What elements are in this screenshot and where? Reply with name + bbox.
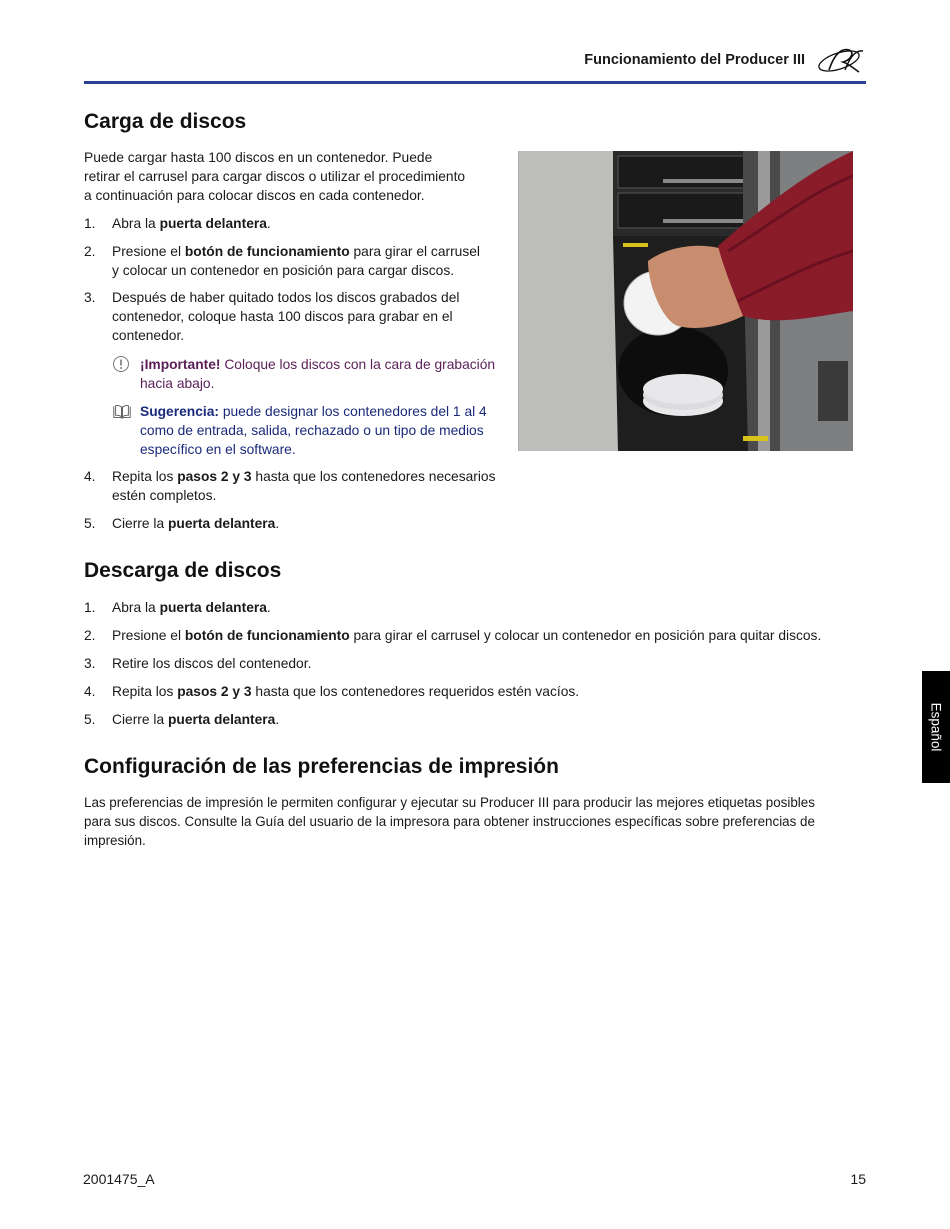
page-header-title: Funcionamiento del Producer III bbox=[584, 52, 805, 68]
section-heading-descarga: Descarga de discos bbox=[84, 559, 282, 582]
step-number: 4. bbox=[84, 684, 96, 699]
step-text: . bbox=[266, 216, 271, 231]
tip-text: específico en el software. bbox=[140, 442, 296, 457]
step-text: y colocar un contenedor en posición para cargar discos. bbox=[112, 263, 455, 278]
print-pref-line-2: para sus discos. Consulte la Guía del usuario de la impresora para obtener instrucciones específicas sobre preferencias de bbox=[84, 814, 815, 829]
step-text: Presione el bbox=[112, 244, 185, 259]
language-tab-label: Español bbox=[928, 702, 944, 752]
step-text: Repita los bbox=[112, 684, 178, 699]
step-text: Cierre la bbox=[112, 712, 168, 727]
section-heading-configuracion: Configuración de las preferencias de impresión bbox=[84, 755, 559, 778]
intro-line-1: Puede cargar hasta 100 discos en un contenedor. Puede bbox=[84, 150, 433, 165]
tip-label: Sugerencia: bbox=[140, 404, 219, 419]
step-bold: botón de funcionamiento bbox=[184, 628, 350, 643]
warning-icon bbox=[112, 356, 132, 374]
step-bold: puerta delantera bbox=[167, 712, 276, 727]
step-text: Repita los bbox=[112, 469, 178, 484]
important-text: hacia abajo. bbox=[140, 376, 215, 391]
book-icon bbox=[112, 403, 132, 421]
step-text: Abra la bbox=[112, 216, 160, 231]
step-text: Presione el bbox=[112, 628, 185, 643]
print-pref-line-1: Las preferencias de impresión le permiten configurar y ejecutar su Producer III para producir las mejores etiquetas posibles bbox=[84, 795, 815, 810]
step-number: 2. bbox=[84, 628, 96, 643]
step-text: Retire los discos del contenedor. bbox=[112, 656, 312, 671]
intro-line-3: a continuación para colocar discos en cada contenedor. bbox=[84, 188, 425, 203]
step-bold: pasos 2 y 3 bbox=[177, 469, 252, 484]
step-bold: puerta delantera bbox=[159, 600, 267, 615]
step-text: Abra la bbox=[112, 600, 160, 615]
header-rule bbox=[84, 81, 866, 84]
step-text: contenedor. bbox=[112, 328, 185, 343]
step-number: 2. bbox=[84, 244, 96, 259]
tip-text: puede designar los contenedores del 1 al 4 bbox=[218, 404, 487, 419]
step-text: . bbox=[275, 712, 280, 727]
print-pref-line-3: impresión. bbox=[84, 833, 146, 848]
step-text: Cierre la bbox=[112, 516, 168, 531]
step-bold: pasos 2 y 3 bbox=[177, 684, 252, 699]
section-heading-carga: Carga de discos bbox=[84, 110, 247, 133]
step-number: 3. bbox=[84, 656, 96, 671]
document-number: 2001475_A bbox=[83, 1171, 155, 1187]
step-text: hasta que los contenedores requeridos estén vacíos. bbox=[251, 684, 580, 699]
step-text: hasta que los contenedores necesarios bbox=[251, 469, 496, 484]
step-text: estén completos. bbox=[112, 488, 217, 503]
step-number: 3. bbox=[84, 290, 96, 305]
language-side-tab bbox=[922, 671, 950, 783]
step-number: 4. bbox=[84, 469, 96, 484]
intro-line-2: retirar el carrusel para cargar discos o utilizar el procedimiento bbox=[84, 169, 466, 184]
step-number: 5. bbox=[84, 712, 96, 727]
step-text: contenedor, coloque hasta 100 discos para grabar en el bbox=[112, 309, 453, 324]
step-bold: botón de funcionamiento bbox=[184, 244, 350, 259]
step-text: . bbox=[266, 600, 271, 615]
step-text: para girar el carrusel y colocar un contenedor en posición para quitar discos. bbox=[349, 628, 822, 643]
step-number: 1. bbox=[84, 600, 96, 615]
tip-text: como de entrada, salida, rechazado o un tipo de medios bbox=[140, 423, 484, 438]
company-logo-icon bbox=[815, 44, 867, 76]
page-number: 15 bbox=[850, 1171, 866, 1187]
step-text: para girar el carrusel bbox=[349, 244, 480, 259]
step-text: . bbox=[275, 516, 280, 531]
step-number: 5. bbox=[84, 516, 96, 531]
step-bold: puerta delantera bbox=[167, 516, 276, 531]
step-bold: puerta delantera bbox=[159, 216, 267, 231]
loading-discs-photo bbox=[518, 151, 853, 451]
step-number: 1. bbox=[84, 216, 96, 231]
step-text: Después de haber quitado todos los discos grabados del bbox=[112, 290, 460, 305]
important-label: ¡Importante! bbox=[140, 357, 221, 372]
important-text: Coloque los discos con la cara de grabación bbox=[220, 357, 496, 372]
